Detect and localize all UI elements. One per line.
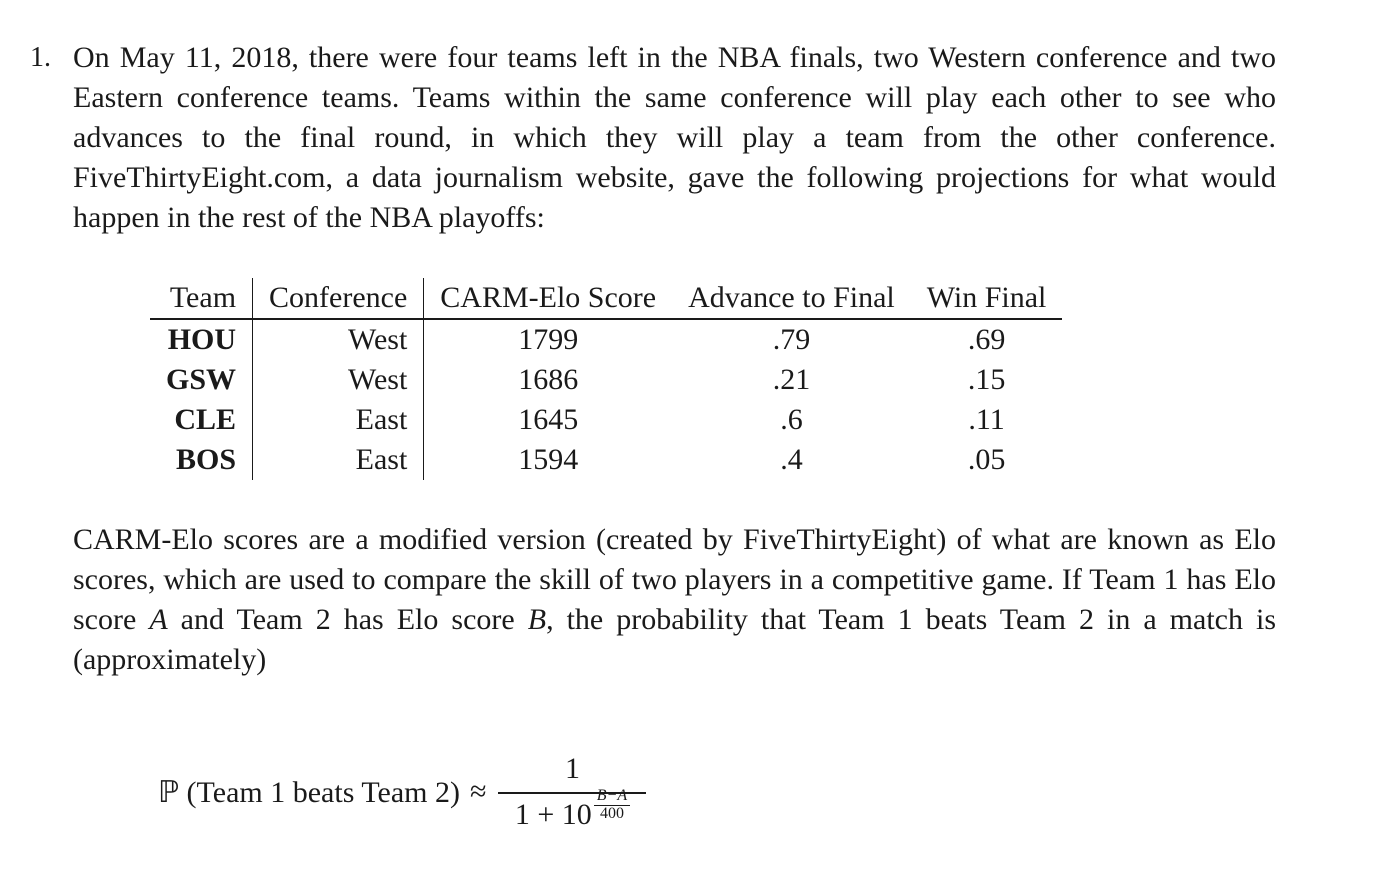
denominator-base: 1 + 10	[514, 798, 592, 831]
table-row	[150, 360, 1062, 400]
cell-elo: 1686	[518, 363, 579, 396]
projections-table	[150, 278, 1062, 480]
table-row	[150, 440, 1062, 480]
cell-conference: West	[253, 360, 424, 400]
cell-team: CLE	[150, 400, 253, 440]
cell-elo: 1594	[518, 443, 579, 476]
formula-fraction	[498, 752, 646, 832]
cell-advance: .79	[772, 323, 811, 356]
table-row	[150, 400, 1062, 440]
cell-advance: .6	[780, 403, 803, 436]
cell-conference: West	[253, 319, 424, 360]
header-win: Win Final	[911, 278, 1063, 319]
cell-team: HOU	[150, 319, 253, 360]
probability-formula	[158, 752, 646, 832]
cell-elo: 1799	[518, 323, 579, 356]
table-header-row	[150, 278, 1062, 319]
fraction-denominator	[514, 787, 630, 832]
cell-win: .69	[967, 323, 1006, 356]
exponent-denominator: 400	[599, 805, 624, 822]
approx-symbol: ≈	[470, 775, 487, 808]
cell-conference: East	[253, 440, 424, 480]
cell-conference: East	[253, 400, 424, 440]
cell-win: .15	[967, 363, 1006, 396]
fraction-numerator: 1	[564, 752, 580, 785]
cell-team: BOS	[150, 440, 253, 480]
cell-advance: .4	[780, 443, 803, 476]
elo-var-b: B	[527, 603, 547, 636]
elo-paragraph	[73, 520, 1276, 680]
elo-var-a: A	[149, 603, 168, 636]
header-elo: CARM-Elo Score	[424, 278, 672, 319]
cell-team: GSW	[150, 360, 253, 400]
exponent-numerator: B−A	[596, 787, 628, 804]
elo-text-3: , the probability that Team 1 beats Team 2 in a match is (approximately)	[73, 603, 1277, 676]
table-row	[150, 319, 1062, 360]
cell-win: .05	[967, 443, 1006, 476]
problem-number: 1.	[30, 42, 51, 73]
elo-text-2: and Team 2 has Elo score	[167, 603, 528, 636]
cell-advance: .21	[772, 363, 811, 396]
header-advance: Advance to Final	[672, 278, 911, 319]
formula-lhs: ℙ (Team 1 beats Team 2)	[158, 775, 461, 809]
header-conference: Conference	[253, 278, 424, 319]
elo-text-1: CARM-Elo scores are a modified version (created by FiveThirtyEight) of what are known as Elo scores, which are used to compare the skill of two players in a competitive game. If Team 1 has Elo score	[73, 523, 1276, 636]
cell-elo: 1645	[518, 403, 579, 436]
header-team: Team	[150, 278, 253, 319]
exponent-fraction	[594, 788, 630, 822]
intro-paragraph: On May 11, 2018, there were four teams left in the NBA finals, two Western conference and two Eastern conference teams. Teams within the same conference will play each other to see who advances to the final round, in which they will play a team from the other conference. FiveThirtyEight.com, a data journalism website, gave the following projections for what would happen in the rest of the NBA playoffs:	[73, 41, 1276, 234]
cell-win: .11	[968, 403, 1005, 436]
